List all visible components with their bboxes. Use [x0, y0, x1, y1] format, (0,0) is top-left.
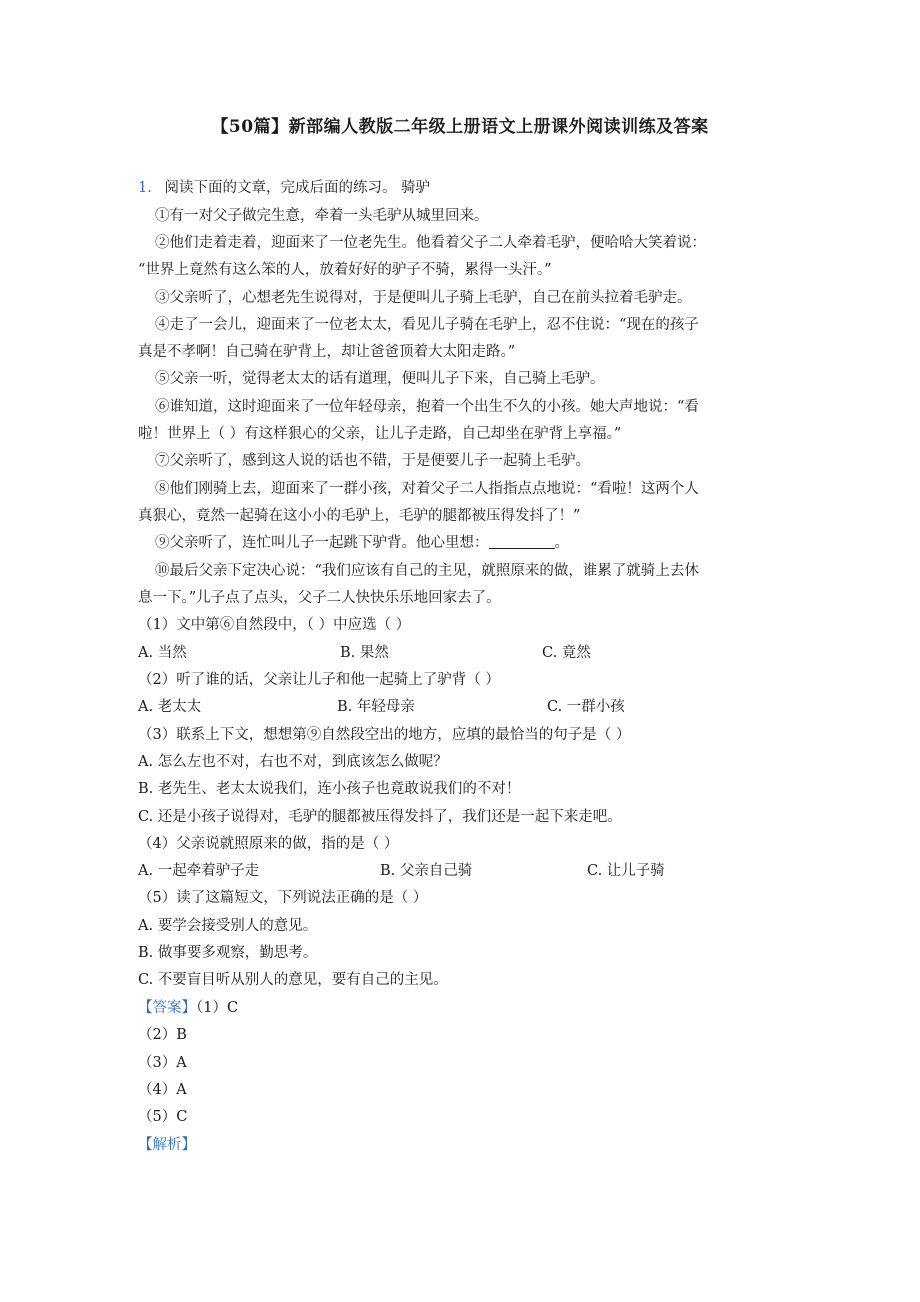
sub-question-5: （5）读了这篇短文，下列说法正确的是（ ） [138, 890, 428, 906]
q5-option-c: C. 不要盲目听从别人的意见，要有自己的主见。 [138, 972, 448, 988]
question-number: 1. [138, 180, 152, 196]
q2-option-c: C. 一群小孩 [547, 699, 625, 715]
paragraph-9-end: 。 [554, 535, 569, 551]
paragraph-line: ⑤父亲一听，觉得老太太的话有道理，便叫儿子下来，自己骑上毛驴。 [155, 371, 605, 387]
paragraph-line [155, 533, 569, 553]
q3-option-c: C. 还是小孩子说得对，毛驴的腿都被压得发抖了，我们还是一起下来走吧。 [138, 809, 622, 825]
fill-blank[interactable] [489, 534, 555, 549]
q1-option-a: A. 当然 [138, 645, 187, 661]
q3-option-b: B. 老先生、老太太说我们，连小孩子也竟敢说我们的不对！ [138, 781, 521, 797]
paragraph-9-text: ⑨父亲听了，连忙叫儿子一起跳下驴背。他心里想： [155, 535, 489, 551]
paragraph-line: 真狠心，竟然一起骑在这小小的毛驴上，毛驴的腿都被压得发抖了！” [138, 508, 581, 524]
paragraph-line: ⑩最后父亲下定决心说：“我们应该有自己的主见，就照原来的做，谁累了就骑上去休 [155, 563, 699, 579]
page-title: 【50篇】新部编人教版二年级上册语文上册课外阅读训练及答案 [211, 117, 709, 137]
answer-item: （4）A [138, 1082, 187, 1098]
paragraph-line: 啦！世界上（ ）有这样狠心的父亲，让儿子走路，自己却坐在驴背上享福。” [138, 426, 622, 442]
answer-item: （5）C [138, 1109, 188, 1125]
answer-row [138, 998, 238, 1018]
q3-option-a: A. 怎么左也不对，右也不对，到底该怎么做呢？ [138, 754, 448, 770]
q2-option-a: A. 老太太 [138, 699, 202, 715]
paragraph-line: ⑥谁知道，这时迎面来了一位年轻母亲，抱着一个出生不久的小孩。她大声地说：“看 [155, 399, 699, 415]
q4-option-c: C. 让儿子骑 [587, 863, 665, 879]
paragraph-line: ③父亲听了，心想老先生说得对，于是便叫儿子骑上毛驴，自己在前头拉着毛驴走。 [155, 290, 692, 306]
sub-question-1: （1）文中第⑥自然段中，（ ）中应选（ ） [138, 617, 411, 633]
q4-option-a: A. 一起牵着驴子走 [138, 863, 260, 879]
q5-option-a: A. 要学会接受别人的意见。 [138, 918, 318, 934]
answer-item: （1）C [196, 1000, 239, 1016]
q5-option-b: B. 做事要多观察，勤思考。 [138, 945, 318, 961]
answer-item: （3）A [138, 1055, 187, 1071]
analysis-label: 【解析】 [138, 1137, 196, 1153]
q1-option-c: C. 竟然 [542, 645, 591, 661]
paragraph-line: ④走了一会儿，迎面来了一位老太太，看见儿子骑在毛驴上，忍不住说：“现在的孩子 [155, 317, 699, 333]
paragraph-line: ⑦父亲听了，感到这人说的话也不错，于是便要儿子一起骑上毛驴。 [155, 453, 590, 469]
q1-option-b: B. 果然 [340, 645, 389, 661]
paragraph-line: 真是不孝啊！自己骑在驴背上，却让爸爸顶着大太阳走路。” [138, 344, 516, 360]
question-intro [138, 178, 430, 198]
sub-question-3: （3）联系上下文，想想第⑨自然段空出的地方，应填的最恰当的句子是（ ） [138, 727, 631, 743]
q4-option-b: B. 父亲自己骑 [380, 863, 473, 879]
paragraph-line: ①有一对父子做完生意，牵着一头毛驴从城里回来。 [155, 208, 489, 224]
sub-question-4: （4）父亲说就照原来的做，指的是（ ） [138, 836, 399, 852]
q2-option-b: B. 年轻母亲 [337, 699, 415, 715]
answer-label: 【答案】 [138, 1000, 196, 1016]
paragraph-line: “世界上竟然有这么笨的人，放着好好的驴子不骑，累得一头汗。” [138, 262, 552, 278]
sub-question-2: （2）听了谁的话，父亲让儿子和他一起骑上了驴背（ ） [138, 672, 500, 688]
intro-text: 阅读下面的文章，完成后面的练习。 骑驴 [164, 180, 431, 196]
answer-item: （2）B [138, 1027, 187, 1043]
paragraph-line: ②他们走着走着，迎面来了一位老先生。他看着父子二人牵着毛驴，便哈哈大笑着说： [155, 235, 706, 251]
paragraph-line: 息一下。”儿子点了点头，父子二人快快乐乐地回家去了。 [138, 590, 501, 606]
paragraph-line: ⑧他们刚骑上去，迎面来了一群小孩，对着父子二人指指点点地说：“看啦！这两个人 [155, 481, 699, 497]
